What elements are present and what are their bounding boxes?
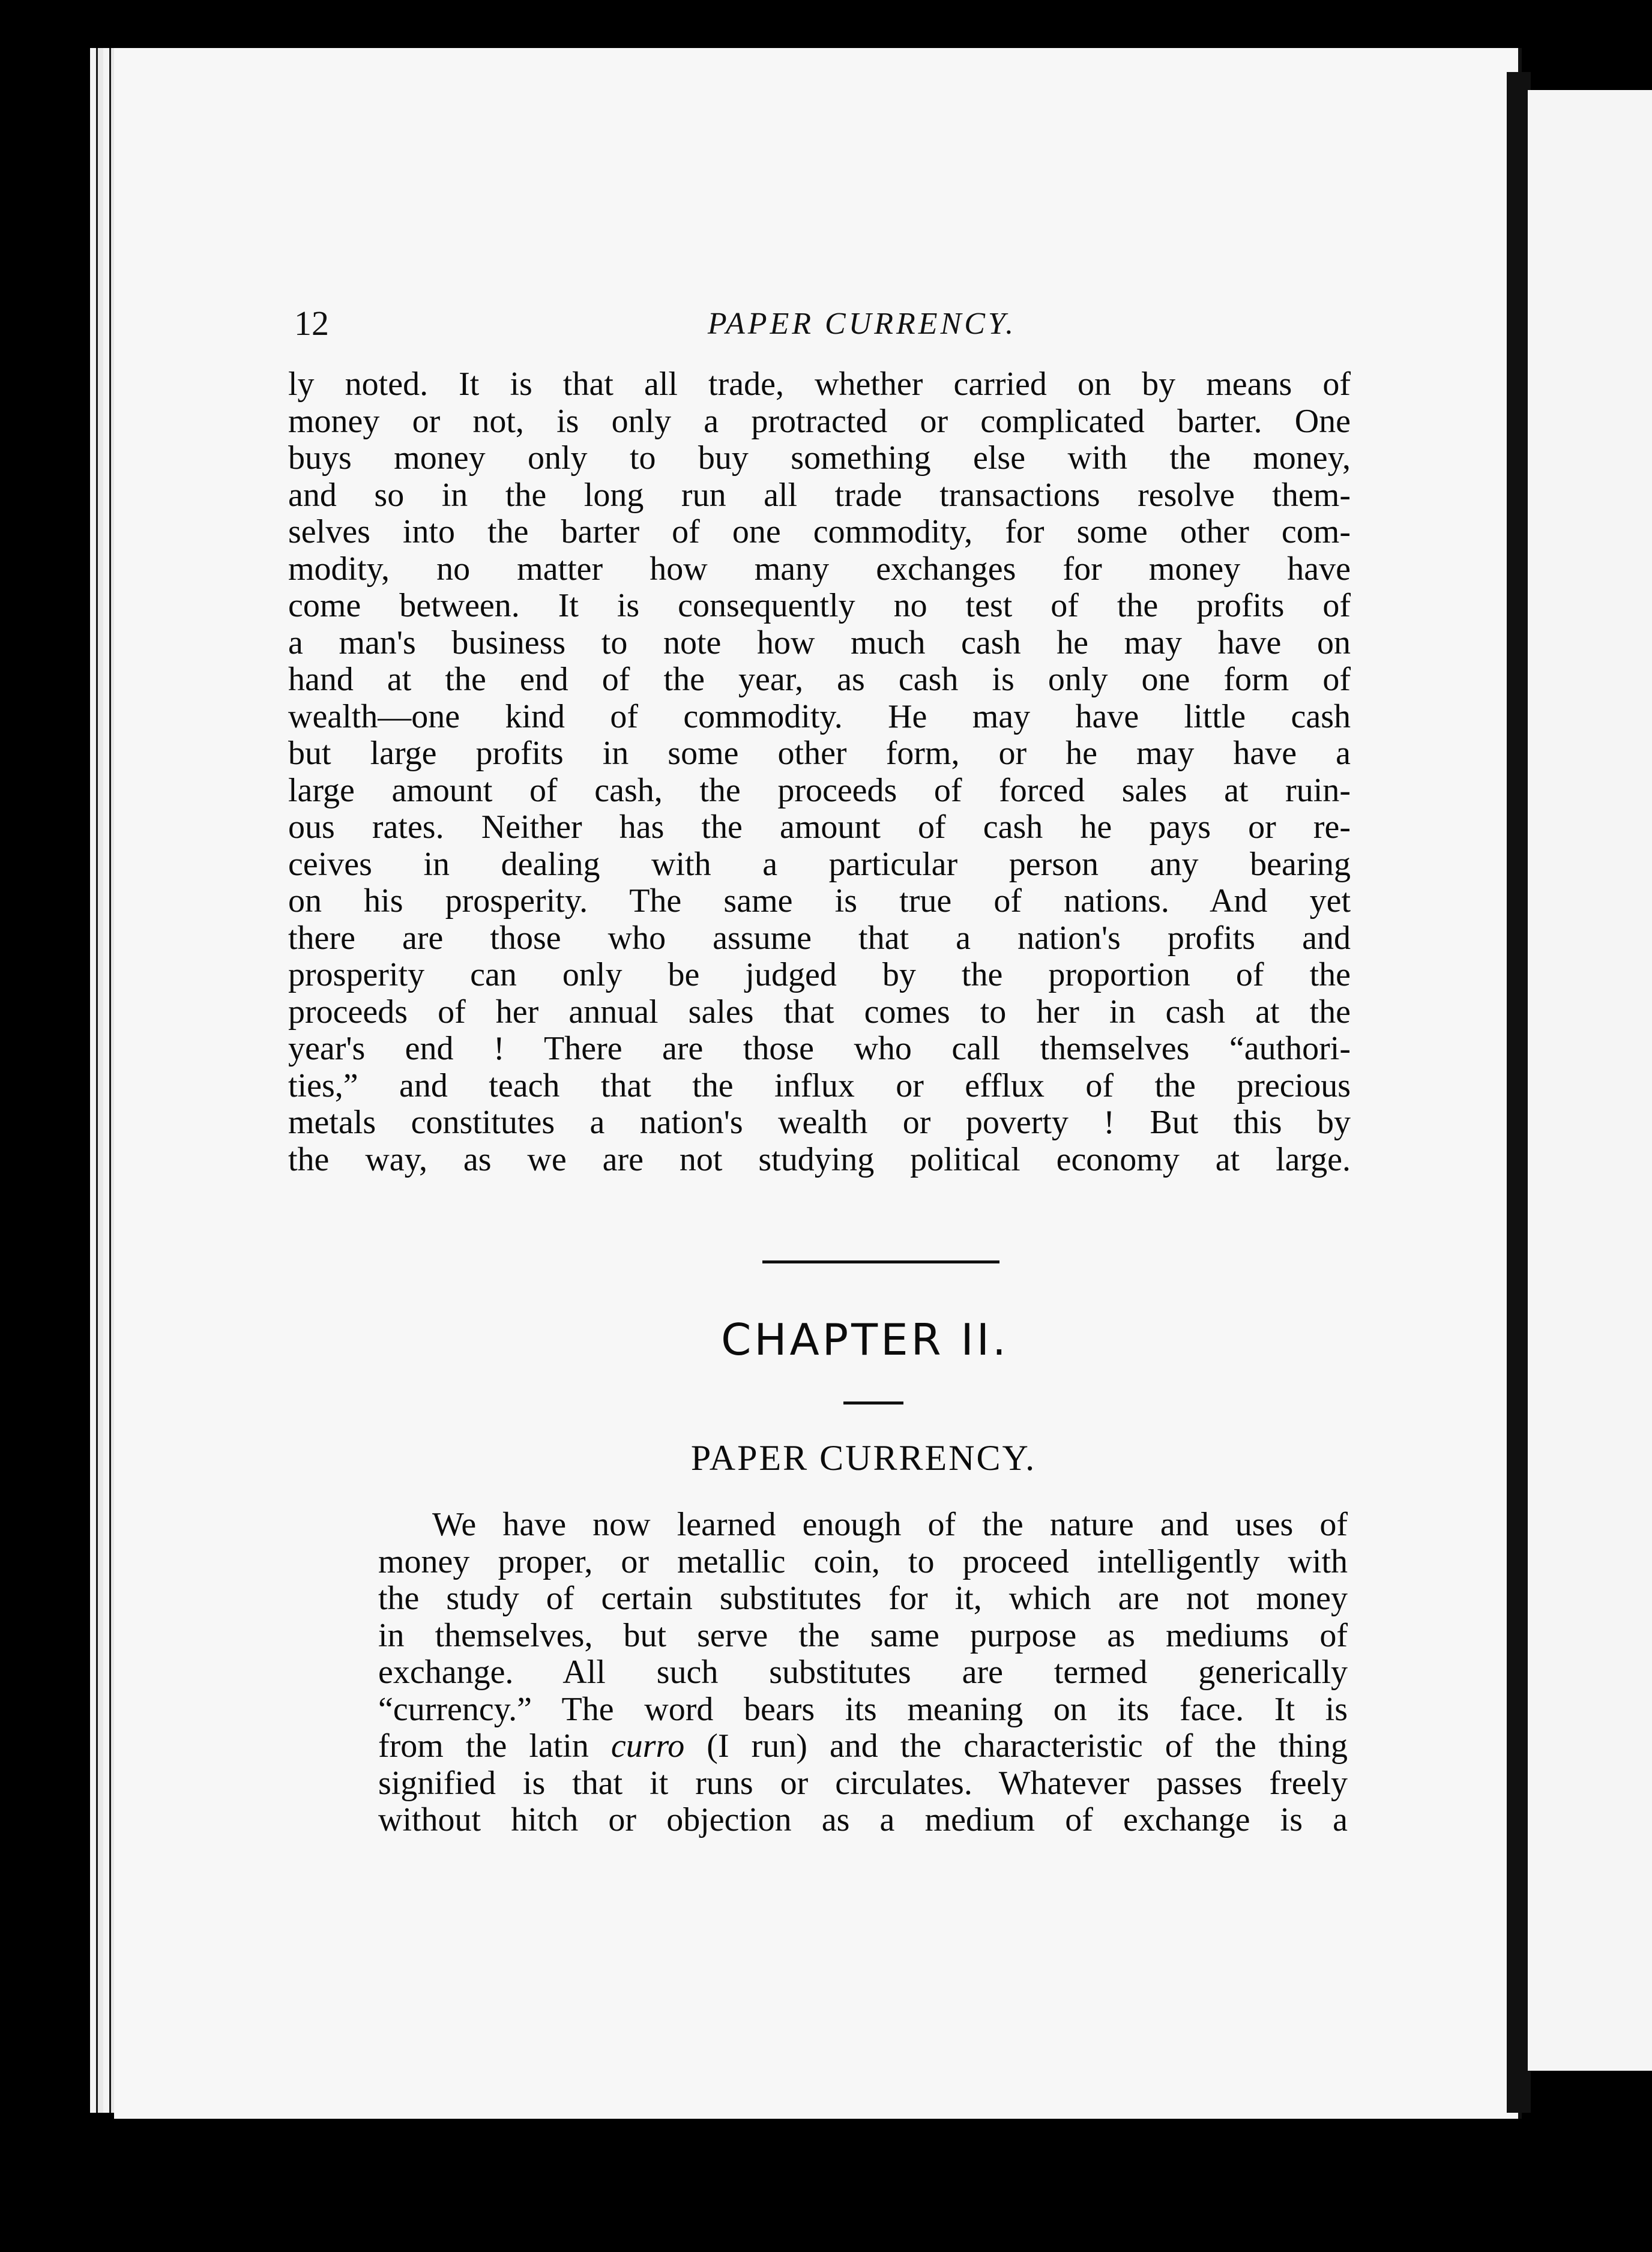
text-line: the way, as we are not studying political economy at large. [288, 1140, 1351, 1178]
text-line: money proper, or metallic coin, to proceed intelligently with [378, 1543, 1348, 1580]
section-title: PAPER CURRENCY. [690, 1438, 1037, 1478]
section-rule [762, 1260, 999, 1263]
text-line: selves into the barter of one commodity, for some other com- [288, 513, 1351, 550]
text-line: wealth—one kind of commodity. He may have little cash [288, 697, 1351, 735]
text-line: ties,” and teach that the influx or efflux of the precious [288, 1067, 1351, 1104]
text-line: ous rates. Neither has the amount of cash he pays or re- [288, 808, 1351, 846]
text-line: metals constitutes a nation's wealth or poverty ! But this by [288, 1104, 1351, 1141]
text-line: a man's business to note how much cash he may have on [288, 624, 1351, 661]
chapter-title: CHAPTER II. [721, 1314, 1009, 1365]
text-line: there are those who assume that a nation's profits and [288, 919, 1351, 957]
text-line: hand at the end of the year, as cash is only one form of [288, 661, 1351, 698]
text-line: money or not, is only a protracted or complicated barter. One [288, 402, 1351, 440]
text-line: but large profits in some other form, or he may have a [288, 735, 1351, 772]
text-line: and so in the long run all trade transactions resolve them- [288, 476, 1351, 514]
book-gutter [1507, 72, 1531, 2113]
text-line: large amount of cash, the proceeds of forced sales at ruin- [288, 771, 1351, 809]
text-line: year's end ! There are those who call themselves “authori- [288, 1030, 1351, 1067]
page-header [0, 303, 1652, 345]
body-paragraph [288, 366, 1351, 1178]
text-line: signified is that it runs or circulates. Whatever passes freely [378, 1764, 1348, 1802]
text-line: in themselves, but serve the same purpose as mediums of [378, 1616, 1348, 1654]
facing-page-edge [1528, 90, 1652, 2071]
text-line: on his prosperity. The same is true of nations. And yet [288, 882, 1351, 920]
chapter-paragraph [378, 1506, 1348, 1839]
text-line: exchange. All such substitutes are termed generically [378, 1654, 1348, 1691]
text-line: buys money only to buy something else with the money, [288, 439, 1351, 477]
text-line: proceeds of her annual sales that comes to her in cash at the [288, 993, 1351, 1031]
chapter-rule [843, 1401, 903, 1404]
text-line: ly noted. It is that all trade, whether carried on by means of [288, 366, 1351, 403]
text-line: from the latin curro (I run) and the characteristic of the thing [378, 1727, 1348, 1765]
text-line: modity, no matter how many exchanges for money have [288, 550, 1351, 588]
text-line: the study of certain substitutes for it, which are not money [378, 1580, 1348, 1617]
text-line: come between. It is consequently no test of the profits of [288, 587, 1351, 624]
text-line: ceives in dealing with a particular person any bearing [288, 845, 1351, 883]
running-head: PAPER CURRENCY. [707, 307, 1017, 341]
text-line: We have now learned enough of the nature and uses of [432, 1506, 1348, 1543]
page-number: 12 [294, 304, 329, 343]
italic-word: curro [610, 1727, 685, 1765]
text-line: “currency.” The word bears its meaning on its face. It is [378, 1690, 1348, 1728]
text-line: prosperity can only be judged by the proportion of the [288, 956, 1351, 993]
text-line: without hitch or objection as a medium of exchange is a [378, 1801, 1348, 1838]
